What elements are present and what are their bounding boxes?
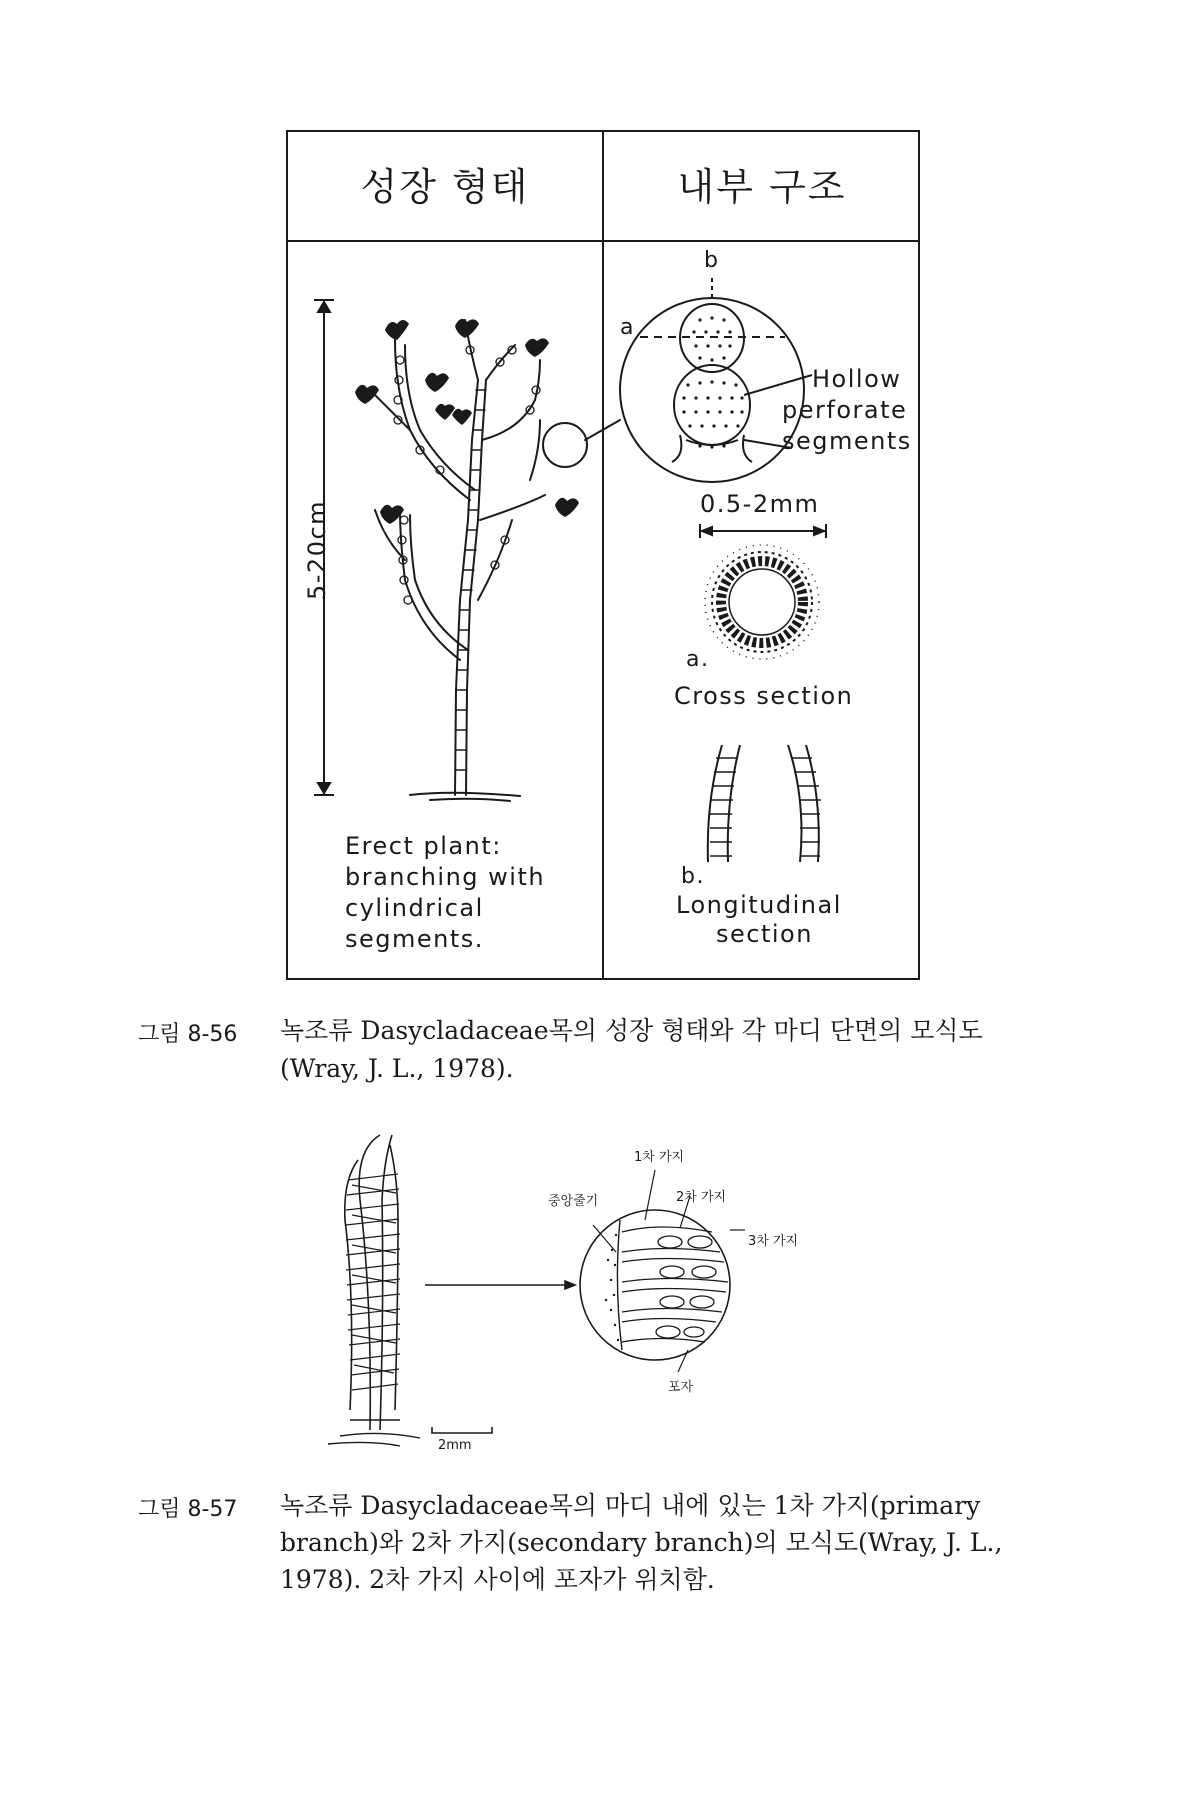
label-primary-branch: 1차 가지 <box>634 1150 685 1165</box>
hollow-label-line1: Hollow <box>812 365 902 393</box>
caption-57-number: 그림 8-57 <box>138 1497 238 1522</box>
dasyclad-thallus-illustration <box>328 1135 420 1446</box>
caption-57-line1: 녹조류 Dasycladaceae목의 마디 내에 있는 1차 가지(primary <box>280 1491 981 1520</box>
cross-section-marker: a. <box>686 647 710 672</box>
erect-label-line2: branching with <box>345 863 546 891</box>
height-label: 5-20cm <box>303 499 331 600</box>
label-tertiary-branch: 3차 가지 <box>748 1234 799 1249</box>
caption-56-line1: 녹조류 Dasycladaceae목의 성장 형태와 각 마디 단면의 모식도 <box>280 1016 983 1045</box>
label-sporangium: 포자 <box>668 1380 694 1395</box>
longitudinal-label-line2: section <box>716 920 813 948</box>
width-label: 0.5-2mm <box>700 490 820 518</box>
scale-bar-label: 2mm <box>438 1438 472 1453</box>
hollow-label-line3: segments <box>782 427 912 455</box>
longitudinal-label-line1: Longitudinal <box>676 891 842 919</box>
scale-bar <box>432 1427 492 1433</box>
caption-57-line3: 1978). 2차 가지 사이에 포자가 위치함. <box>280 1565 715 1594</box>
caption-56-line2: (Wray, J. L., 1978). <box>280 1054 514 1083</box>
longitudinal-marker: b. <box>681 864 705 889</box>
caption-57-line2: branch)와 2차 가지(secondary branch)의 모식도(Wray, J. L., <box>280 1528 1003 1557</box>
header-growth-form: 성장 형태 <box>360 165 530 209</box>
label-a-plane: a <box>620 315 635 340</box>
label-secondary-branch: 2차 가지 <box>676 1190 727 1205</box>
cross-section-label: Cross section <box>674 682 854 710</box>
label-central-stem: 중앙줄기 <box>548 1194 599 1209</box>
erect-label-line3: cylindrical <box>345 894 484 922</box>
caption-56-number: 그림 8-56 <box>138 1022 238 1047</box>
erect-label-line4: segments. <box>345 925 484 953</box>
erect-label-line1: Erect plant: <box>345 832 502 860</box>
label-b-plane: b <box>704 248 720 273</box>
hollow-label-line2: perforate <box>782 396 908 424</box>
header-internal-structure: 내부 구조 <box>677 165 847 209</box>
arrow-to-detail <box>425 1281 575 1289</box>
